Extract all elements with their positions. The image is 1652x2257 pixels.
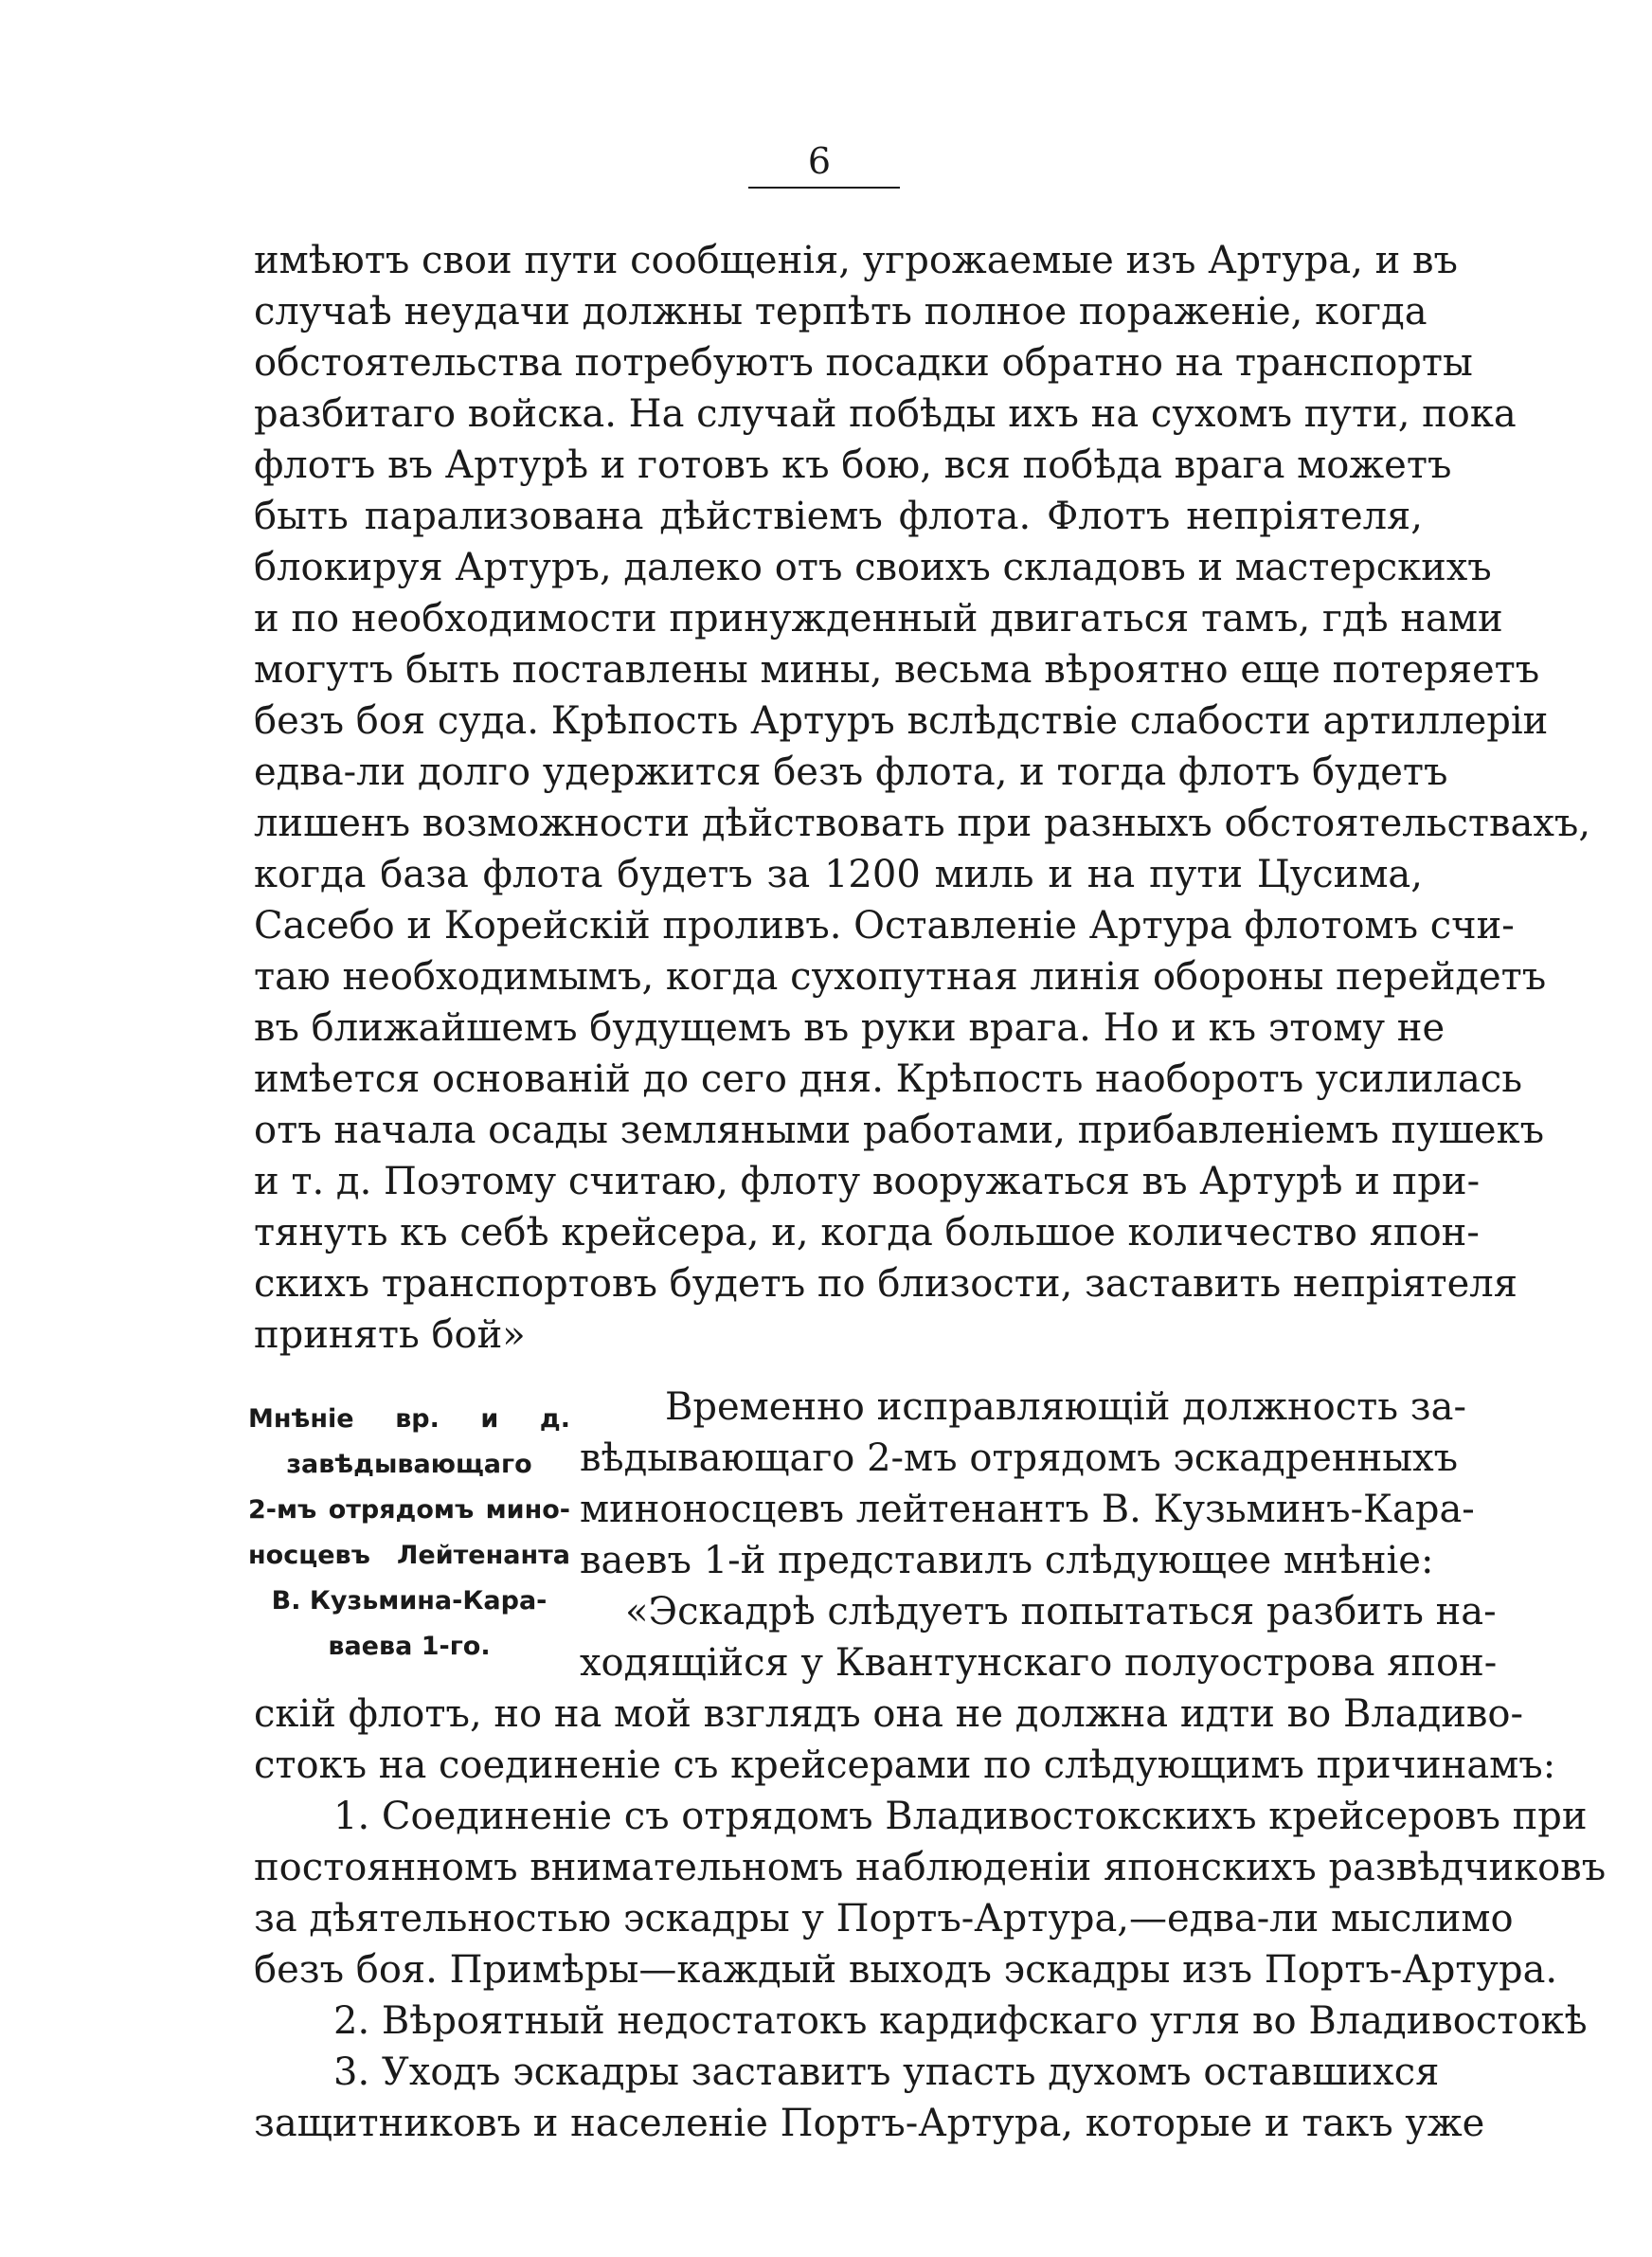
text-line: Временно исправляющій должность за- [665, 1385, 1466, 1429]
text-line: стокъ на соединеніе съ крейсерами по слѣдующимъ причинамъ: [254, 1743, 1556, 1787]
text-line: могутъ быть поставлены мины, весьма вѣроятно еще потеряетъ [254, 648, 1540, 692]
numbered-item-line: 1. Соединеніе съ отрядомъ Владивостокскихъ крейсеровъ при [333, 1795, 1588, 1838]
margin-note-line: Мнѣніе вр. и д. [248, 1404, 570, 1434]
text-line: разбитаго войска. На случай побѣды ихъ на сухомъ пути, пока [254, 392, 1517, 436]
text-line: въ ближайшемъ будущемъ въ руки врага. Но и къ этому не [254, 1006, 1446, 1050]
text-line: блокируя Артуръ, далеко отъ своихъ складовъ и мастерскихъ [254, 546, 1492, 589]
text-line: и т. д. Поэтому считаю, флоту вооружаться въ Артурѣ и при- [254, 1160, 1481, 1203]
text-line: отъ начала осады земляными работами, прибавленіемъ пушекъ [254, 1109, 1545, 1152]
page-number: 6 [807, 140, 832, 182]
numbered-item-line: 3. Уходъ эскадры заставитъ упасть духомъ оставшихся [333, 2050, 1440, 2094]
text-line: тянуть къ себѣ крейсера, и, когда большое количество япон- [254, 1211, 1480, 1255]
text-line: ваевъ 1-й представилъ слѣдующее мнѣніе: [580, 1539, 1434, 1582]
text-line: когда база флота будетъ за 1200 миль и на пути Цусима, [254, 853, 1423, 896]
text-line: принять бой» [254, 1313, 526, 1357]
text-line: имѣютъ свои пути сообщенія, угрожаемые изъ Артура, и въ [254, 239, 1458, 282]
text-line: защитниковъ и населеніе Портъ-Артура, которые и такъ уже [254, 2102, 1485, 2145]
text-line: флотъ въ Артурѣ и готовъ къ бою, вся побѣда врага можетъ [254, 443, 1452, 487]
margin-note-line: ваева 1-го. [328, 1632, 491, 1661]
margin-note-line: завѣдывающаго [286, 1450, 532, 1479]
margin-note-line: В. Кузьмина-Кара- [271, 1586, 548, 1616]
text-line: обстоятельства потребуютъ посадки обратно на транспорты [254, 341, 1473, 385]
text-line: быть парализована дѣйствіемъ флота. Флотъ непріятеля, [254, 495, 1423, 538]
page-number-rule [748, 187, 900, 189]
margin-note-line: носцевъ Лейтенанта [248, 1541, 570, 1570]
text-line: скихъ транспортовъ будетъ по близости, заставить непріятеля [254, 1262, 1517, 1306]
text-line: таю необходимымъ, когда сухопутная линія обороны перейдетъ [254, 955, 1547, 999]
text-line: постоянномъ внимательномъ наблюденіи японскихъ развѣдчиковъ [254, 1846, 1607, 1889]
text-line: Сасебо и Корейскій проливъ. Оставленіе Артура флотомъ счи- [254, 904, 1515, 948]
text-line: миноносцевъ лейтенантъ В. Кузьминъ-Кара- [580, 1488, 1475, 1531]
numbered-item-line: 2. Вѣроятный недостатокъ кардифскаго угля во Владивостокѣ [333, 1999, 1588, 2043]
text-line: вѣдывающаго 2-мъ отрядомъ эскадренныхъ [580, 1436, 1459, 1480]
text-line: безъ боя суда. Крѣпость Артуръ вслѣдствіе слабости артиллеріи [254, 699, 1549, 743]
margin-note-line: 2-мъ отрядомъ мино- [248, 1495, 570, 1525]
text-line: едва-ли долго удержится безъ флота, и тогда флотъ будетъ [254, 750, 1448, 794]
text-line: случаѣ неудачи должны терпѣть полное пораженіе, когда [254, 290, 1428, 334]
text-line: безъ боя. Примѣры—каждый выходъ эскадры изъ Портъ-Артура. [254, 1948, 1558, 1992]
text-line: «Эскадрѣ слѣдуетъ попытаться разбить на- [625, 1590, 1497, 1634]
text-line: скій флотъ, но на мой взглядъ она не должна идти во Владиво- [254, 1692, 1524, 1736]
text-line: и по необходимости принужденный двигаться тамъ, гдѣ нами [254, 597, 1503, 641]
text-line: за дѣятельностью эскадры у Портъ-Артура,—едва-ли мыслимо [254, 1897, 1514, 1941]
text-line: ходящійся у Квантунскаго полуострова япон- [580, 1641, 1498, 1685]
text-line: имѣется основаній до сего дня. Крѣпость наоборотъ усилилась [254, 1057, 1522, 1101]
text-line: лишенъ возможности дѣйствовать при разныхъ обстоятельствахъ, [254, 802, 1591, 845]
